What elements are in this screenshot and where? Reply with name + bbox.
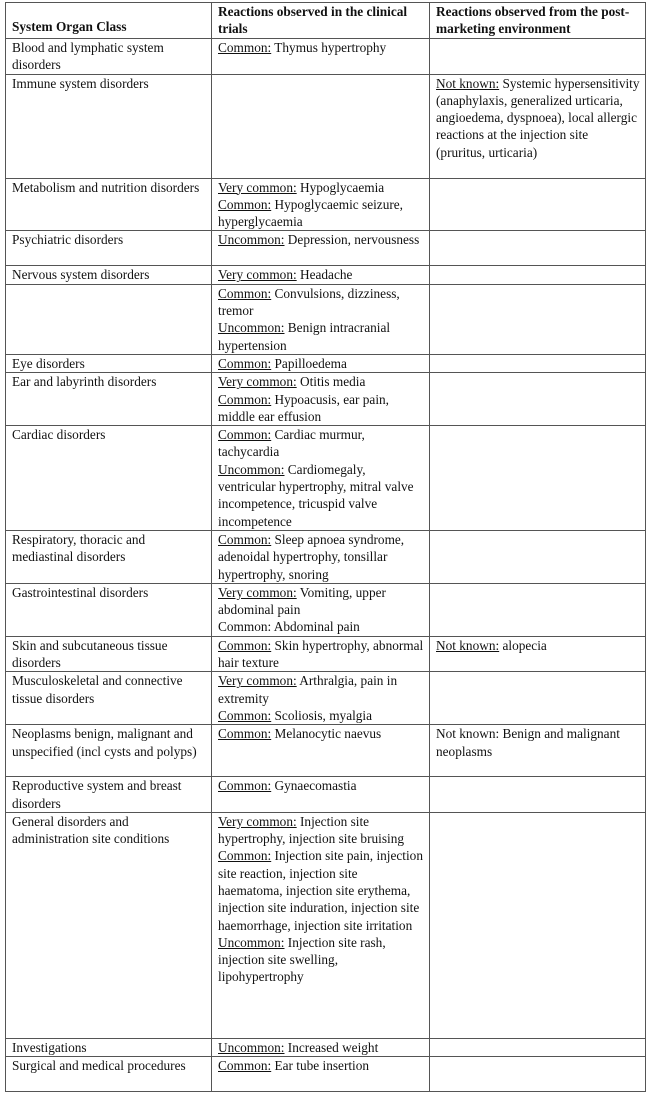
post-marketing-cell	[430, 672, 646, 725]
table-row	[6, 672, 646, 725]
table-body	[6, 38, 646, 1092]
reaction-text: Increased weight	[284, 1039, 379, 1055]
reaction-entry	[218, 707, 424, 724]
frequency-label: Common:	[218, 848, 272, 864]
post-marketing-cell	[430, 266, 646, 284]
reaction-entry	[218, 1039, 424, 1056]
table-row	[6, 373, 646, 426]
frequency-label: Uncommon:	[218, 1039, 285, 1055]
reaction-entry	[218, 266, 424, 283]
post-marketing-cell	[430, 284, 646, 354]
clinical-trials-cell	[212, 178, 430, 231]
clinical-trials-cell	[212, 426, 430, 531]
frequency-label: Common:	[218, 355, 272, 371]
system-organ-class-cell	[6, 284, 212, 354]
post-marketing-cell	[430, 1057, 646, 1092]
reaction-entry	[218, 777, 424, 794]
reaction-text: Cardiac murmur, tachycardia	[218, 427, 365, 460]
clinical-trials-cell	[212, 725, 430, 777]
post-marketing-cell	[430, 38, 646, 74]
frequency-label: Very common:	[218, 584, 297, 600]
reaction-text: Injection site pain, injection site reaction, injection site haematoma, injection site erythema, injection site induration, injection site haemorrhage, injection site irritation	[218, 848, 423, 933]
reaction-entry	[436, 725, 640, 760]
reaction-text: Gynaecomastia	[271, 778, 357, 794]
frequency-label: Very common:	[218, 267, 297, 283]
frequency-label: Not known:	[436, 75, 500, 91]
system-organ-class-cell: Musculoskeletal and connective tissue disorders	[6, 672, 212, 725]
system-organ-class-cell: Neoplasms benign, malignant and unspecified (incl cysts and polyps)	[6, 725, 212, 777]
frequency-label: Uncommon:	[218, 232, 285, 248]
post-marketing-cell	[430, 777, 646, 813]
frequency-label: Common:	[218, 1058, 272, 1074]
table-header-row	[6, 3, 646, 39]
clinical-trials-cell	[212, 672, 430, 725]
reaction-entry	[218, 355, 424, 372]
reaction-text: Injection site hypertrophy, injection site bruising	[218, 813, 405, 847]
system-organ-class-cell: Immune system disorders	[6, 74, 212, 178]
frequency-label: Common:	[218, 285, 272, 301]
frequency-label: Common:	[218, 39, 272, 55]
reaction-entry	[218, 179, 424, 196]
reaction-entry	[218, 672, 424, 707]
table-row	[6, 266, 646, 284]
reaction-text: Melanocytic naevus	[271, 726, 382, 742]
reaction-text: Depression, nervousness	[284, 232, 420, 248]
reaction-entry	[218, 934, 424, 986]
system-organ-class-cell: Psychiatric disorders	[6, 231, 212, 266]
reaction-text: Not known: Benign and malignant neoplasms	[436, 726, 620, 759]
clinical-trials-cell	[212, 284, 430, 354]
clinical-trials-cell	[212, 74, 430, 178]
reaction-entry	[218, 637, 424, 672]
table-row	[6, 38, 646, 74]
post-marketing-cell	[430, 74, 646, 178]
reaction-entry	[218, 725, 424, 742]
frequency-label: Common:	[218, 637, 272, 653]
reaction-entry	[218, 847, 424, 933]
reaction-entry	[218, 618, 424, 635]
header-system-organ-class: System Organ Class	[6, 3, 212, 39]
clinical-trials-cell	[212, 373, 430, 426]
reaction-text: Thymus hypertrophy	[271, 39, 387, 55]
reaction-text: Benign intracranial hypertension	[218, 320, 391, 353]
reaction-entry	[218, 813, 424, 848]
reaction-text: Hypoacusis, ear pain, middle ear effusion	[218, 391, 389, 424]
system-organ-class-cell: Blood and lymphatic system disorders	[6, 38, 212, 74]
table-row	[6, 777, 646, 813]
table-row	[6, 178, 646, 231]
frequency-label: Common:	[218, 726, 272, 742]
post-marketing-cell	[430, 354, 646, 372]
reaction-entry	[218, 531, 424, 583]
clinical-trials-cell	[212, 1057, 430, 1092]
frequency-label: Common:	[218, 196, 272, 212]
post-marketing-cell	[430, 426, 646, 531]
frequency-label: Common:	[218, 707, 272, 723]
frequency-label: Common:	[218, 427, 272, 443]
table-row	[6, 1038, 646, 1056]
reaction-entry	[218, 196, 424, 231]
reaction-entry	[218, 373, 424, 390]
reaction-text: Ear tube insertion	[271, 1058, 370, 1074]
table-row	[6, 530, 646, 583]
table-row	[6, 583, 646, 636]
frequency-label: Uncommon:	[218, 934, 285, 950]
system-organ-class-cell: Nervous system disorders	[6, 266, 212, 284]
reaction-entry	[218, 285, 424, 320]
frequency-label: Very common:	[218, 374, 297, 390]
reaction-text: Scoliosis, myalgia	[271, 707, 373, 723]
system-organ-class-cell: Investigations	[6, 1038, 212, 1056]
reaction-text: Systemic hypersensitivity (anaphylaxis, generalized urticaria, angioedema, dyspnoea), local allergic reactions at the injection site (pruritus, urticaria)	[436, 75, 640, 160]
table-row	[6, 354, 646, 372]
reaction-text: Hypoglycaemia	[296, 179, 385, 195]
system-organ-class-cell: Metabolism and nutrition disorders	[6, 178, 212, 231]
system-organ-class-cell: Respiratory, thoracic and mediastinal disorders	[6, 530, 212, 583]
system-organ-class-cell: Surgical and medical procedures	[6, 1057, 212, 1092]
system-organ-class-cell: Eye disorders	[6, 354, 212, 372]
frequency-label: Common:	[218, 531, 272, 547]
reaction-entry	[218, 461, 424, 530]
post-marketing-cell	[430, 636, 646, 672]
reaction-entry	[218, 584, 424, 619]
reaction-text: Convulsions, dizziness, tremor	[218, 285, 400, 319]
clinical-trials-cell	[212, 231, 430, 266]
clinical-trials-cell	[212, 266, 430, 284]
table-row	[6, 1057, 646, 1092]
table-row	[6, 231, 646, 266]
post-marketing-cell	[430, 725, 646, 777]
header-post-marketing: Reactions observed from the post-marketing environment	[430, 3, 646, 39]
table-row	[6, 636, 646, 672]
post-marketing-cell	[430, 812, 646, 1038]
reaction-entry	[218, 391, 424, 426]
reaction-text: Hypoglycaemic seizure, hyperglycaemia	[218, 196, 404, 230]
reaction-entry	[218, 319, 424, 354]
system-organ-class-cell: Reproductive system and breast disorders	[6, 777, 212, 813]
reaction-text: Cardiomegaly, ventricular hypertrophy, mitral valve incompetence, tricuspid valve incompetence	[218, 461, 414, 529]
clinical-trials-cell	[212, 812, 430, 1038]
reaction-text: Otitis media	[296, 374, 366, 390]
header-clinical-trials: Reactions observed in the clinical trials	[212, 3, 430, 39]
frequency-label: Uncommon:	[218, 461, 285, 477]
clinical-trials-cell	[212, 354, 430, 372]
reaction-entry	[218, 231, 424, 248]
reaction-text: Arthralgia, pain in extremity	[218, 673, 398, 706]
frequency-label: Very common:	[218, 673, 297, 689]
system-organ-class-cell: General disorders and administration site conditions	[6, 812, 212, 1038]
reaction-text: Skin hypertrophy, abnormal hair texture	[218, 637, 424, 671]
reaction-text: Common: Abdominal pain	[218, 619, 360, 635]
clinical-trials-cell	[212, 636, 430, 672]
post-marketing-cell	[430, 178, 646, 231]
reaction-text: Headache	[296, 267, 353, 283]
post-marketing-cell	[430, 530, 646, 583]
clinical-trials-cell	[212, 777, 430, 813]
clinical-trials-cell	[212, 583, 430, 636]
post-marketing-cell	[430, 373, 646, 426]
frequency-label: Not known:	[436, 637, 500, 653]
reaction-text: Injection site rash, injection site swelling, lipohypertrophy	[218, 934, 386, 985]
reaction-text: Vomiting, upper abdominal pain	[218, 584, 386, 618]
reaction-entry	[218, 39, 424, 56]
reaction-text: Sleep apnoea syndrome, adenoidal hypertrophy, tonsillar hypertrophy, snoring	[218, 531, 405, 582]
reaction-text: Papilloedema	[271, 355, 347, 371]
reaction-text: alopecia	[499, 637, 547, 653]
reaction-entry	[218, 1057, 424, 1074]
post-marketing-cell	[430, 1038, 646, 1056]
table-row	[6, 284, 646, 354]
frequency-label: Very common:	[218, 179, 297, 195]
post-marketing-cell	[430, 231, 646, 266]
reaction-entry	[218, 426, 424, 461]
table-row	[6, 74, 646, 178]
frequency-label: Common:	[218, 391, 272, 407]
clinical-trials-cell	[212, 38, 430, 74]
frequency-label: Very common:	[218, 813, 297, 829]
frequency-label: Uncommon:	[218, 320, 285, 336]
system-organ-class-cell: Skin and subcutaneous tissue disorders	[6, 636, 212, 672]
system-organ-class-cell: Gastrointestinal disorders	[6, 583, 212, 636]
clinical-trials-cell	[212, 530, 430, 583]
table-row	[6, 812, 646, 1038]
system-organ-class-cell: Cardiac disorders	[6, 426, 212, 531]
reaction-entry	[436, 75, 640, 161]
post-marketing-cell	[430, 583, 646, 636]
reaction-entry	[436, 637, 640, 654]
adverse-reactions-table	[5, 2, 646, 1092]
system-organ-class-cell: Ear and labyrinth disorders	[6, 373, 212, 426]
frequency-label: Common:	[218, 778, 272, 794]
table-row	[6, 426, 646, 531]
clinical-trials-cell	[212, 1038, 430, 1056]
table-row	[6, 725, 646, 777]
